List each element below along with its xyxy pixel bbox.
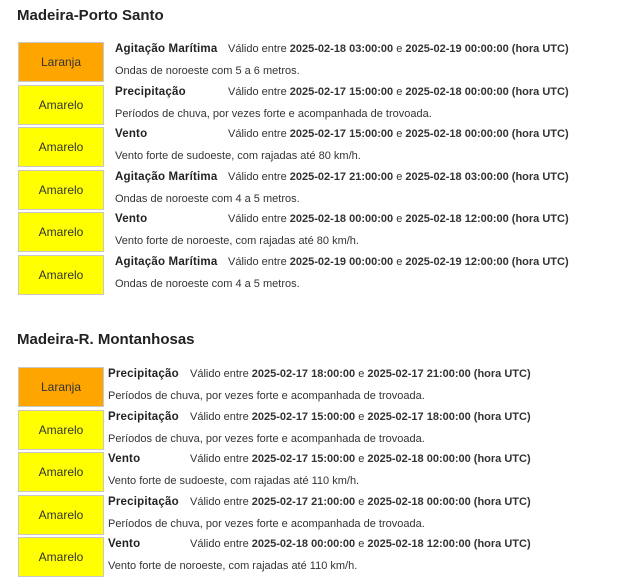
warning-validity [190,453,531,465]
warning-level-badge: Amarelo [18,410,104,450]
validity-end: 2025-02-18 12:00:00 (hora UTC) [405,213,569,225]
warning-header [115,213,569,225]
validity-conj: e [396,43,403,55]
validity-prefix: Válido entre [228,255,287,268]
validity-start: 2025-02-18 00:00:00 [251,538,356,550]
warning-description: Vento forte de noroeste, com rajadas até 110 km/h. [108,560,358,572]
validity-conj: e [358,453,365,465]
warning-row [18,537,620,577]
warning-type: Precipitação [115,85,186,98]
validity-conj: e [396,213,403,225]
warning-validity [228,128,569,140]
validity-conj: e [358,410,365,423]
validity-end: 2025-02-18 00:00:00 (hora UTC) [405,128,569,140]
warning-header [108,538,531,550]
warning-description: Ondas de noroeste com 4 a 5 metros. [115,277,300,290]
validity-end: 2025-02-17 18:00:00 (hora UTC) [367,410,531,423]
region-title: Madeira-R. Montanhosas [17,331,195,348]
warning-type: Precipitação [108,495,179,508]
warning-row [18,42,620,82]
warning-description: Ondas de noroeste com 4 a 5 metros. [115,192,300,205]
warning-description: Períodos de chuva, por vezes forte e acompanhada de trovoada. [108,432,425,445]
warning-type: Vento [115,213,148,225]
validity-end: 2025-02-18 12:00:00 (hora UTC) [367,538,531,550]
warning-type: Vento [108,538,141,550]
warning-validity [228,86,569,98]
warning-description: Períodos de chuva, por vezes forte e acompanhada de trovoada. [115,107,432,120]
validity-prefix: Válido entre [228,128,287,140]
validity-conj: e [358,538,365,550]
validity-prefix: Válido entre [190,495,249,508]
validity-start: 2025-02-18 03:00:00 [289,43,394,55]
warning-validity [190,368,531,380]
validity-end: 2025-02-18 03:00:00 (hora UTC) [405,170,569,183]
warning-type: Vento [108,453,141,465]
warning-level-badge: Laranja [18,42,104,82]
validity-end: 2025-02-17 21:00:00 (hora UTC) [367,368,531,380]
warning-level-badge: Amarelo [18,495,104,535]
validity-start: 2025-02-17 21:00:00 [251,495,356,508]
validity-end: 2025-02-18 00:00:00 (hora UTC) [405,85,569,98]
warning-header [108,495,531,508]
warning-description: Períodos de chuva, por vezes forte e acompanhada de trovoada. [108,517,425,530]
warning-validity [228,43,569,55]
validity-conj: e [396,170,403,183]
warning-row [18,255,620,295]
warning-description: Períodos de chuva, por vezes forte e acompanhada de trovoada. [108,390,425,402]
warning-description: Vento forte de noroeste, com rajadas até 80 km/h. [115,235,359,247]
warning-row [18,495,620,535]
validity-start: 2025-02-19 00:00:00 [289,255,394,268]
warning-header [108,368,531,380]
validity-start: 2025-02-17 18:00:00 [251,368,356,380]
validity-start: 2025-02-17 15:00:00 [289,85,394,98]
warning-level-badge: Amarelo [18,537,104,577]
warning-header [115,128,569,140]
validity-conj: e [358,368,365,380]
validity-conj: e [358,495,365,508]
validity-prefix: Válido entre [228,213,287,225]
warning-header [108,453,531,465]
warning-type: Agitação Marítima [115,43,218,55]
warning-row [18,127,620,167]
warning-header [115,255,569,268]
validity-prefix: Válido entre [190,410,249,423]
validity-end: 2025-02-18 00:00:00 (hora UTC) [367,453,531,465]
warning-type: Precipitação [108,410,179,423]
validity-prefix: Válido entre [190,453,249,465]
validity-prefix: Válido entre [190,538,249,550]
warning-row [18,212,620,252]
warning-level-badge: Amarelo [18,127,104,167]
warning-validity [228,171,569,183]
validity-start: 2025-02-18 00:00:00 [289,213,394,225]
warning-level-badge: Laranja [18,367,104,407]
warning-validity [190,411,531,423]
region-title: Madeira-Porto Santo [17,7,164,24]
warning-validity [228,213,569,225]
validity-conj: e [396,255,403,268]
warning-row [18,410,620,450]
validity-conj: e [396,128,403,140]
validity-prefix: Válido entre [228,85,287,98]
warning-header [115,85,569,98]
validity-prefix: Válido entre [228,43,287,55]
warning-row [18,367,620,407]
warning-level-badge: Amarelo [18,170,104,210]
warning-description: Vento forte de sudoeste, com rajadas até 80 km/h. [115,150,361,162]
warning-type: Vento [115,128,148,140]
warning-row [18,452,620,492]
validity-start: 2025-02-17 21:00:00 [289,170,394,183]
warning-row [18,85,620,125]
validity-start: 2025-02-17 15:00:00 [289,128,394,140]
warning-description: Vento forte de sudoeste, com rajadas até 110 km/h. [108,475,360,487]
warning-type: Precipitação [108,368,179,380]
warning-header [108,410,531,423]
validity-end: 2025-02-19 00:00:00 (hora UTC) [405,43,569,55]
warning-level-badge: Amarelo [18,255,104,295]
validity-conj: e [396,85,403,98]
warning-level-badge: Amarelo [18,85,104,125]
warning-level-badge: Amarelo [18,212,104,252]
validity-start: 2025-02-17 15:00:00 [251,410,356,423]
warning-type: Agitação Marítima [115,170,218,183]
validity-prefix: Válido entre [190,368,249,380]
validity-end: 2025-02-18 00:00:00 (hora UTC) [367,495,531,508]
validity-prefix: Válido entre [228,170,287,183]
warning-header [115,43,569,55]
warning-validity [228,256,569,268]
warning-row [18,170,620,210]
validity-end: 2025-02-19 12:00:00 (hora UTC) [405,255,569,268]
warning-validity [190,496,531,508]
warning-header [115,170,569,183]
warning-validity [190,538,531,550]
warning-level-badge: Amarelo [18,452,104,492]
warning-description: Ondas de noroeste com 5 a 6 metros. [115,65,300,77]
validity-start: 2025-02-17 15:00:00 [251,453,356,465]
warning-type: Agitação Marítima [115,255,218,268]
